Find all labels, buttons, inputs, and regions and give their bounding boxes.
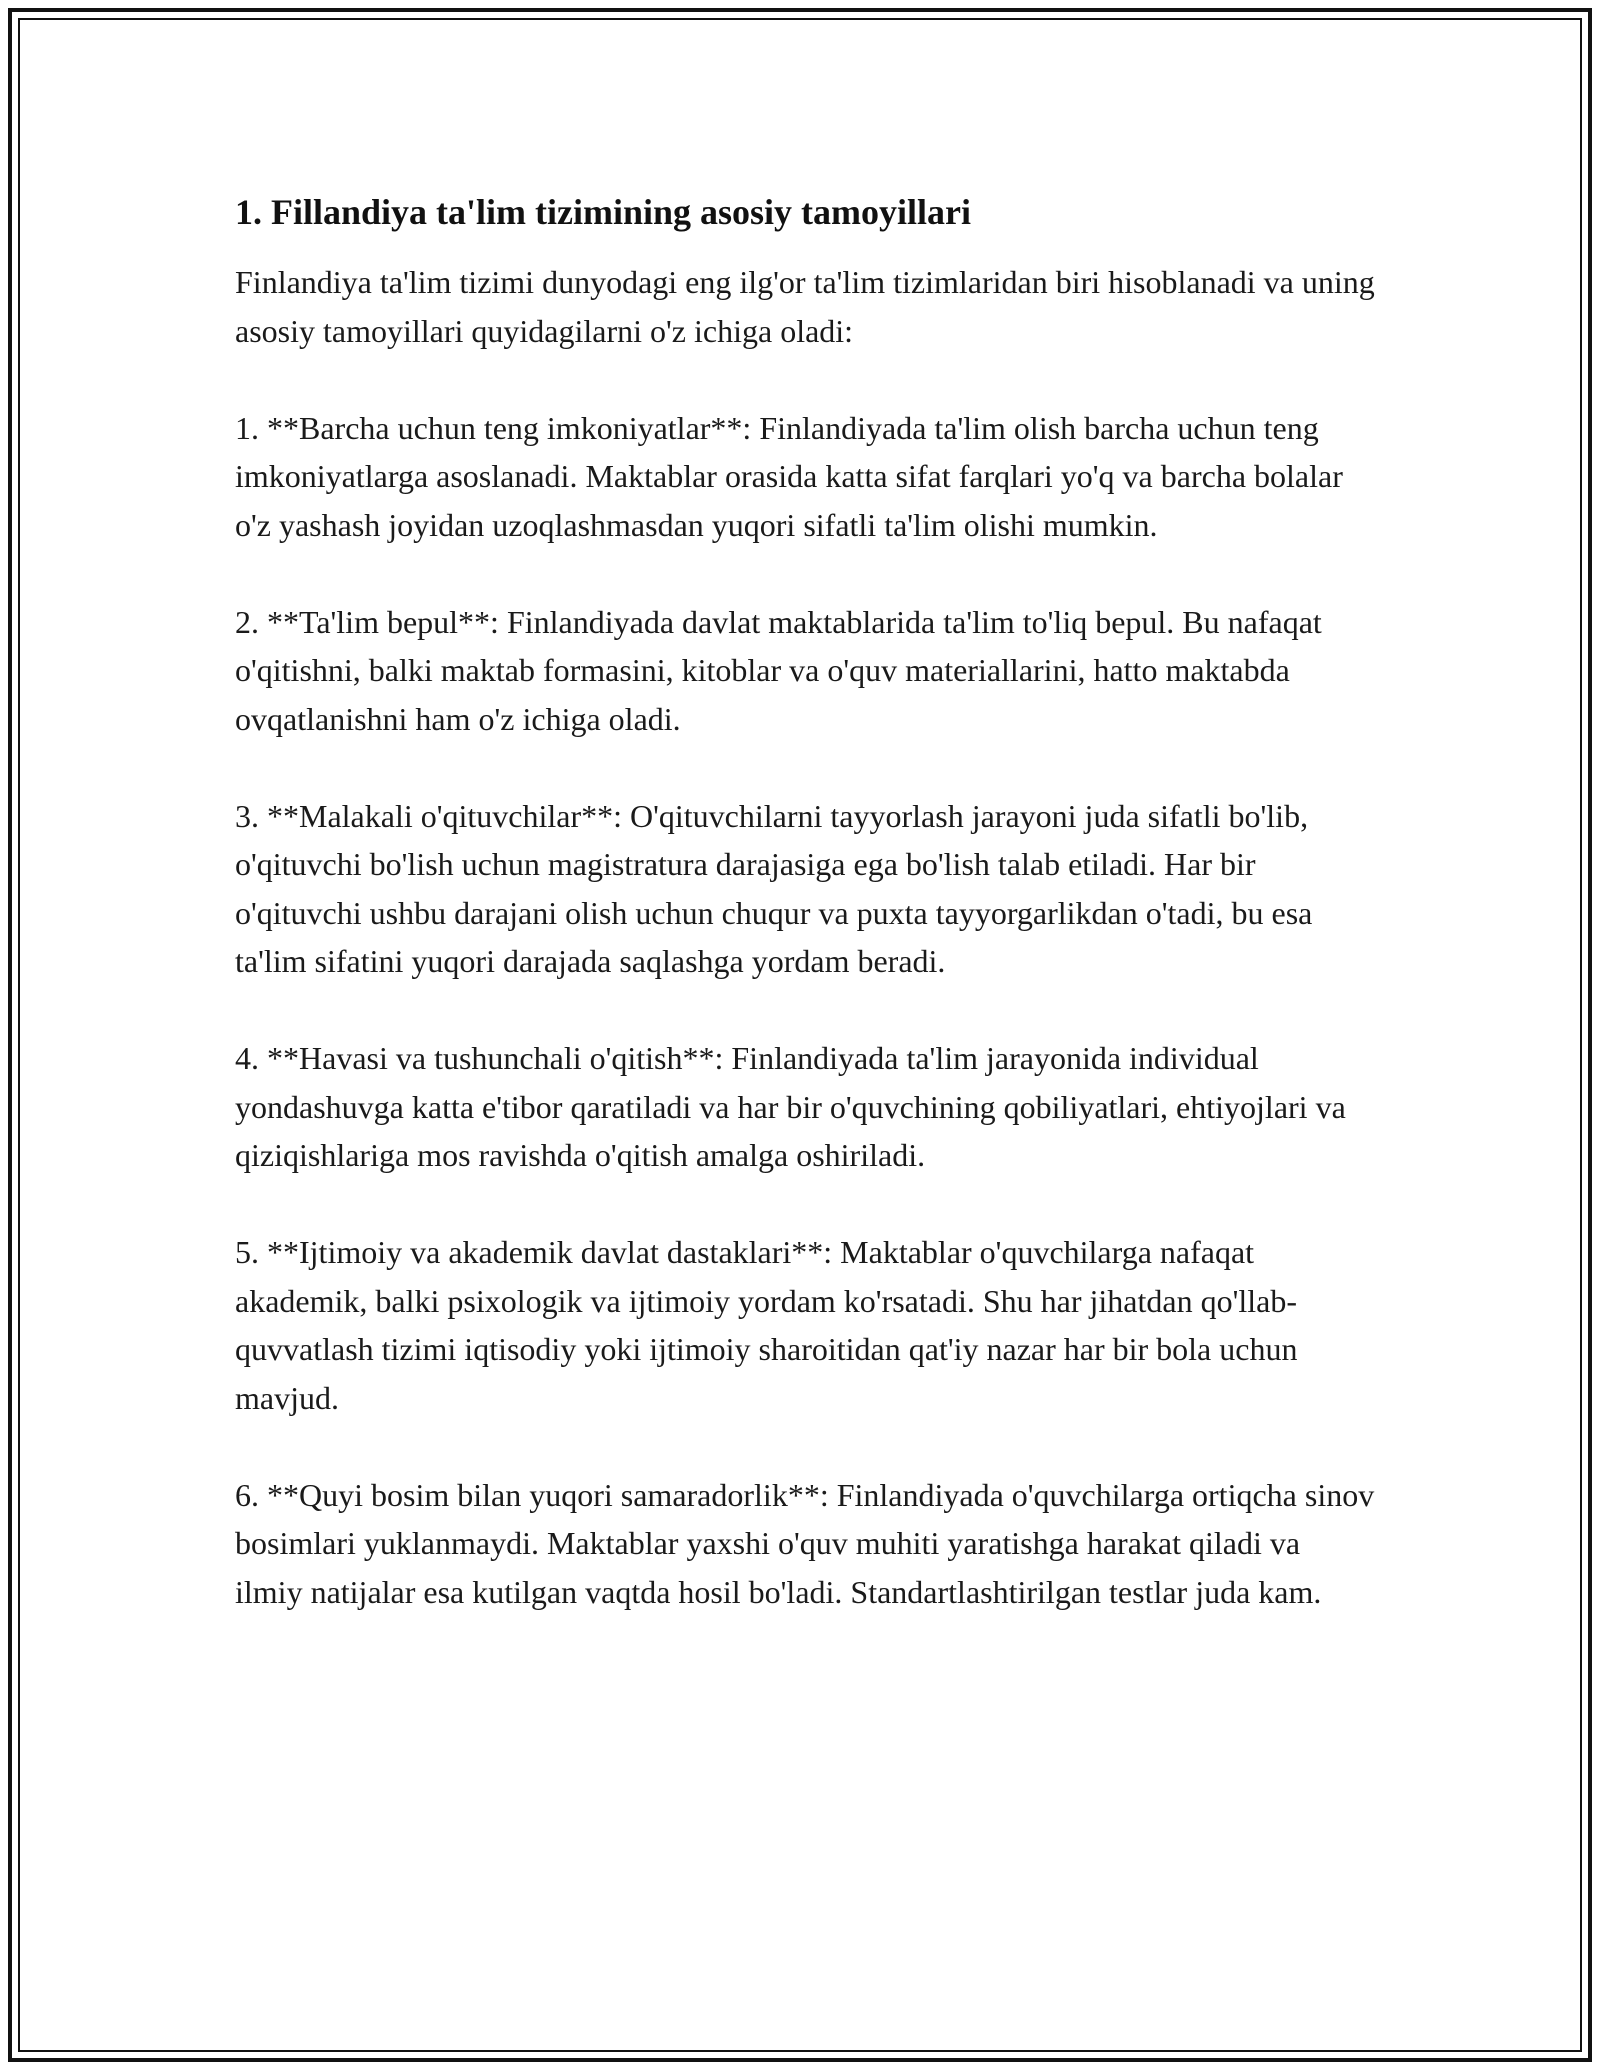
document-body [235,188,1375,1616]
principle-item-4: 4. **Havasi va tushunchali o'qitish**: Finlandiyada ta'lim jarayonida individual yondashuvga katta e'tibor qaratiladi va har bir o'quvchining qobiliyatlari, ehtiyojlari va qiziqishlariga mos ravishda o'qitish amalga oshiriladi. [235,1040,1346,1173]
principle-item-3: 3. **Malakali o'qituvchilar**: O'qituvchilarni tayyorlash jarayoni juda sifatli bo'lib, o'qituvchi bo'lish uchun magistratura darajasiga ega bo'lish talab etiladi. Har bir o'qituvchi ushbu darajani olish uchun chuqur va puxta tayyorgarlikdan o'tadi, bu esa ta'lim sifatini yuqori darajada saqlashga yordam beradi. [235,797,1313,979]
principle-item-5: 5. **Ijtimoiy va akademik davlat dastaklari**: Maktablar o'quvchilarga nafaqat akademik, balki psixologik va ijtimoiy yordam ko'rsatadi. Shu har jihatdan qo'llab-quvvatlash tizimi iqtisodiy yoki ijtimoiy sharoitidan qat'iy nazar har bir bola uchun mavjud. [235,1234,1298,1416]
section-heading: 1. Fillandiya ta'lim tizimining asosiy tamoyillari [235,192,972,232]
principle-item-1: 1. **Barcha uchun teng imkoniyatlar**: Finlandiyada ta'lim olish barcha uchun teng imkoniyatlarga asoslanadi. Maktablar orasida katta sifat farqlari yo'q va barcha bolalar o'z yashash joyidan uzoqlashmasdan yuqori sifatli ta'lim olishi mumkin. [235,409,1343,543]
intro-paragraph: Finlandiya ta'lim tizimi dunyodagi eng ilg'or ta'lim tizimlaridan biri hisoblanadi va uning asosiy tamoyillari quyidagilarni o'z ichiga oladi: [235,264,1375,349]
principle-item-6: 6. **Quyi bosim bilan yuqori samaradorlik**: Finlandiyada o'quvchilarga ortiqcha sinov bosimlari yuklanmaydi. Maktablar yaxshi o'quv muhiti yaratishga harakat qiladi va ilmiy natijalar esa kutilgan vaqtda hosil bo'ladi. Standartlashtirilgan testlar juda kam. [235,1476,1375,1610]
principle-item-2: 2. **Ta'lim bepul**: Finlandiyada davlat maktablarida ta'lim to'liq bepul. Bu nafaqat o'qitishni, balki maktab formasini, kitoblar va o'quv materiallarini, hatto maktabda ovqatlanishni ham o'z ichiga oladi. [235,603,1322,737]
